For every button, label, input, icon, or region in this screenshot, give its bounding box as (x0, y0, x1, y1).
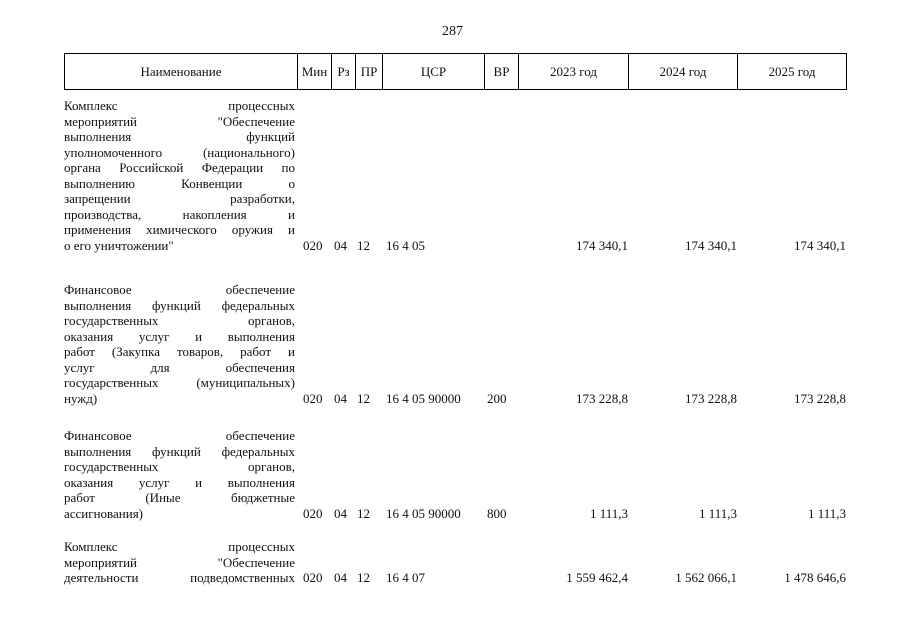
row-name-line: деятельности подведомственных (64, 570, 295, 585)
row-name-line: Финансовое обеспечение (64, 282, 295, 297)
cell-2024: 174 340,1 (685, 237, 737, 253)
cell-2023: 1 111,3 (589, 505, 628, 521)
row-name-line: Комплекс процессных (64, 98, 295, 113)
cell-csr: 16 4 07 (386, 570, 425, 585)
row-name-line: применения химического оружия и (64, 222, 295, 237)
row-name-line: выполнения функций федеральных (64, 297, 295, 313)
row-name-line: государственных органов, (64, 313, 295, 328)
row-name-line: выполнения функций (64, 129, 295, 144)
row-name-line: мероприятий "Обеспечение (64, 113, 295, 129)
row-name (64, 282, 295, 406)
table-header (64, 53, 847, 90)
row-name-line: о его уничтожении" (64, 237, 174, 253)
cell-2025: 174 340,1 (794, 237, 846, 253)
cell-2025: 1 111,3 (807, 505, 846, 521)
row-name-line: выполнению Конвенции о (64, 175, 295, 191)
page-number: 287 (442, 24, 463, 39)
cell-csr: 16 4 05 90000 (386, 390, 461, 406)
row-name-line: запрещении разработки, (64, 191, 295, 206)
cell-2023: 1 559 462,4 (566, 570, 628, 585)
row-name-line: мероприятий "Обеспечение (64, 554, 295, 570)
header-vr: ВР (485, 54, 519, 89)
header-rz: Рз (332, 54, 356, 89)
row-name-line: ассигнования) (64, 505, 144, 521)
row-name-line: нужд) (64, 390, 98, 406)
cell-pr: 12 (357, 390, 370, 406)
row-name-line: услуг для обеспечения (64, 359, 295, 375)
cell-pr: 12 (357, 570, 370, 585)
row-name-line: Финансовое обеспечение (64, 428, 295, 443)
cell-rz: 04 (334, 390, 347, 406)
cell-rz: 04 (334, 570, 347, 585)
row-name-line: государственных (муниципальных) (64, 375, 295, 390)
header-2025: 2025 год (768, 64, 816, 79)
row-name-line: оказания услуг и выполнения (64, 474, 295, 490)
cell-2023: 174 340,1 (576, 237, 628, 253)
header-name: Наименование (65, 54, 298, 89)
row-name (64, 98, 295, 253)
table-row (64, 282, 847, 417)
row-name-line: выполнения функций федеральных (64, 443, 295, 459)
row-name-line: Комплекс процессных (64, 539, 295, 554)
header-2024: 2024 год (629, 54, 738, 89)
cell-vr: 200 (487, 390, 507, 406)
cell-2023: 173 228,8 (576, 390, 628, 406)
header-pr: ПР (356, 54, 383, 89)
cell-2024: 1 111,3 (698, 505, 737, 521)
table-row (64, 98, 847, 273)
row-name-line: работ (Иные бюджетные (64, 490, 295, 505)
cell-rz: 04 (334, 505, 347, 521)
row-name-line: производства, накопления и (64, 206, 295, 222)
header-2023: 2023 год (519, 54, 629, 89)
cell-min: 020 (303, 237, 323, 253)
table-row (64, 539, 847, 589)
cell-csr: 16 4 05 (386, 237, 425, 253)
cell-2024: 173 228,8 (685, 390, 737, 406)
cell-2025: 1 478 646,6 (784, 570, 846, 585)
header-csr: ЦСР (383, 54, 485, 89)
cell-min: 020 (303, 505, 323, 521)
row-name-line: оказания услуг и выполнения (64, 328, 295, 344)
row-name-line: уполномоченного (национального) (64, 144, 295, 160)
cell-pr: 12 (357, 237, 370, 253)
cell-2025: 173 228,8 (794, 390, 846, 406)
table-row (64, 428, 847, 528)
cell-csr: 16 4 05 90000 (386, 505, 461, 521)
row-name-line: органа Российской Федерации по (64, 160, 295, 175)
row-name (64, 428, 295, 521)
header-min: Мин (298, 54, 332, 89)
row-name-line: работ (Закупка товаров, работ и (64, 344, 295, 359)
row-name-line: государственных органов, (64, 459, 295, 474)
cell-min: 020 (303, 570, 323, 585)
cell-pr: 12 (357, 505, 370, 521)
cell-vr: 800 (487, 505, 507, 521)
row-name (64, 539, 295, 586)
cell-min: 020 (303, 390, 323, 406)
cell-rz: 04 (334, 237, 347, 253)
cell-2024: 1 562 066,1 (675, 570, 737, 585)
